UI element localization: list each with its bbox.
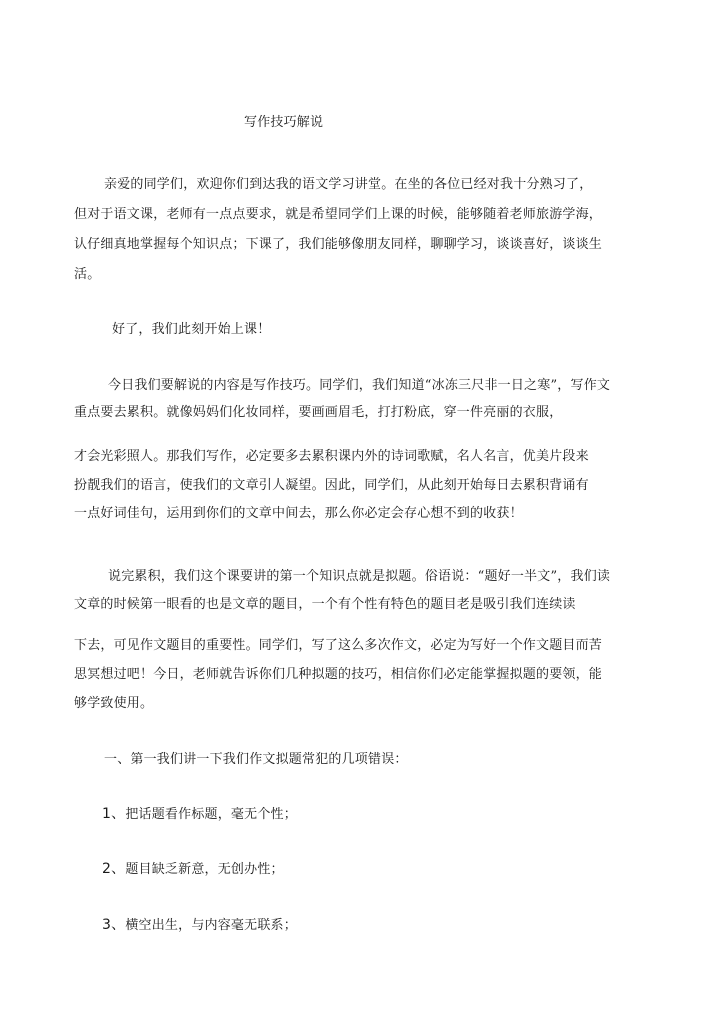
paragraph-line: 但对于语文课，老师有一点点要求，就是希望同学们上课的时候，能够随着老师旅游学海， — [74, 207, 603, 222]
paragraph-line: 够学致使用。 — [74, 696, 154, 711]
paragraph-line: 认仔细真地掌握每个知识点；下课了，我们能够像朋友同样，聊聊学习，谈谈喜好，谈谈生 — [74, 237, 603, 252]
list-item-number: 3、 — [102, 917, 126, 933]
paragraph-line: 扮靓我们的语言，使我们的文章引人凝望。因此，同学们，从此刻开始每日去累积背诵有 — [74, 478, 589, 493]
list-item-text: 横空出生，与内容毫无联系； — [125, 918, 297, 933]
paragraph-line: 活。 — [74, 267, 101, 282]
paragraph-line: 今日我们要解说的内容是写作技巧。同学们，我们知道“冰冻三尺非一日之寒”，写作文 — [108, 378, 611, 393]
list-item — [102, 916, 297, 935]
paragraph-line: 亲爱的同学们，欢迎你们到达我的语文学习讲堂。在坐的各位已经对我十分熟习了， — [104, 177, 593, 192]
paragraph-line: 说完累积，我们这个课要讲的第一个知识点就是拟题。俗语说：“题好一半文”，我们读 — [108, 569, 611, 584]
paragraph-line: 思冥想过吧！今日，老师就告诉你们几种拟题的技巧，相信你们必定能掌握拟题的要领，能 — [74, 667, 603, 682]
paragraph-line: 一点好词佳句，运用到你们的文章中间去，那么你必定会存心想不到的收获！ — [74, 506, 523, 521]
paragraph-line: 重点要去累积。就像妈妈们化妆同样，要画画眉毛，打打粉底，穿一件亮丽的衣服， — [74, 405, 563, 420]
list-item-number: 1、 — [102, 806, 126, 822]
list-item-text: 把话题看作标题，毫无个性； — [125, 807, 297, 822]
list-item-number: 2、 — [102, 861, 126, 877]
list-item — [102, 860, 284, 879]
section-heading: 一、第一我们讲一下我们作文拟题常犯的几项错误： — [104, 752, 408, 767]
paragraph-line: 好了，我们此刻开始上课！ — [112, 322, 271, 337]
page-title: 写作技巧解说 — [244, 115, 324, 130]
paragraph-line: 下去，可见作文题目的重要性。同学们，写了这么多次作文，必定为写好一个作文题目而苦 — [74, 638, 603, 653]
list-item-text: 题目缺乏新意，无创办性； — [125, 862, 284, 877]
paragraph-line: 文章的时候第一眼看的也是文章的题目，一个有个性有特色的题目老是吸引我们连续读 — [74, 597, 576, 612]
paragraph-line: 才会光彩照人。那我们写作，必定要多去累积课内外的诗词歌赋，名人名言，优美片段来 — [74, 449, 589, 464]
list-item — [102, 805, 297, 824]
